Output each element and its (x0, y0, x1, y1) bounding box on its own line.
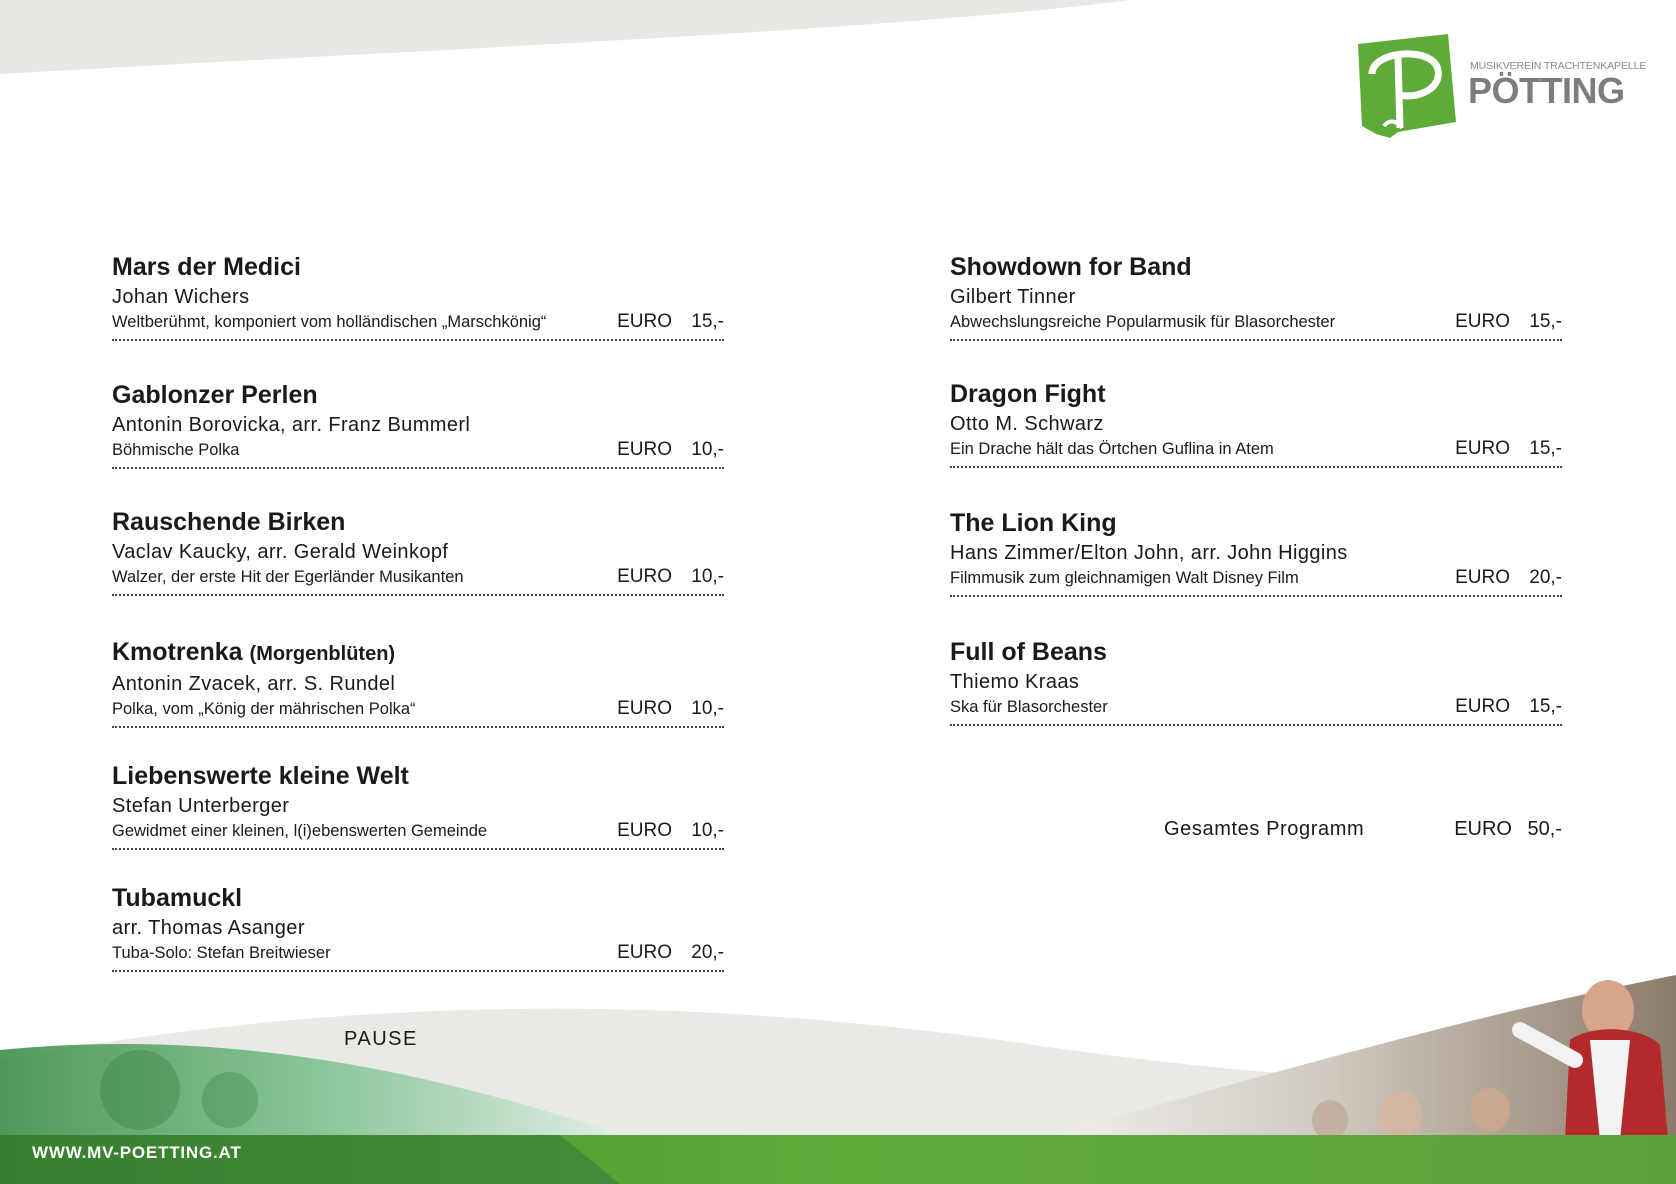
entry-currency: EURO (1455, 311, 1510, 332)
entry-composer: Antonin Zvacek, arr. S. Rundel (112, 673, 396, 695)
entry-currency: EURO (617, 439, 672, 460)
entry-composer: Gilbert Tinner (950, 286, 1076, 308)
entry-description: Ska für Blasorchester (950, 698, 1108, 716)
entry-currency: EURO (1455, 567, 1510, 588)
entry-composer: Johan Wichers (112, 286, 250, 308)
entry-price: 15,- (1529, 438, 1562, 459)
entry-price: 10,- (691, 698, 724, 719)
entry-title: Liebenswerte kleine Welt (112, 762, 409, 790)
entry-price: 15,- (1529, 696, 1562, 717)
dotted-divider (112, 467, 724, 469)
entry-price: 20,- (691, 942, 724, 963)
program-entry (950, 252, 1562, 341)
program-entry (112, 883, 724, 972)
entry-title: Rauschende Birken (112, 508, 346, 536)
program-entry (112, 507, 724, 596)
entry-description: Abwechslungsreiche Popularmusik für Blasorchester (950, 313, 1336, 331)
entry-composer: Stefan Unterberger (112, 795, 290, 817)
dotted-divider (950, 724, 1562, 726)
entry-composer: Vaclav Kaucky, arr. Gerald Weinkopf (112, 541, 449, 563)
entry-title: Showdown for Band (950, 253, 1192, 281)
entry-price: 10,- (691, 439, 724, 460)
entry-currency: EURO (617, 566, 672, 587)
entry-description: Böhmische Polka (112, 441, 240, 459)
entry-price: 20,- (1529, 567, 1562, 588)
p-logo-icon (1358, 34, 1456, 138)
program-total (950, 818, 1562, 844)
dotted-divider (950, 339, 1562, 341)
entry-price: 15,- (691, 311, 724, 332)
entry-currency: EURO (617, 698, 672, 719)
dotted-divider (112, 726, 724, 728)
entry-composer: Thiemo Kraas (950, 671, 1080, 693)
website-url[interactable]: WWW.MV-POETTING.AT (32, 1143, 242, 1162)
program-entry (950, 637, 1562, 726)
dotted-divider (112, 970, 724, 972)
top-swoosh (0, 0, 1130, 74)
brand-subtitle: MUSIKVEREIN TRACHTENKAPELLE (1470, 60, 1647, 72)
entry-currency: EURO (617, 942, 672, 963)
entry-composer: Antonin Borovicka, arr. Franz Bummerl (112, 414, 471, 436)
entry-title: Full of Beans (950, 638, 1107, 666)
program-entry (112, 761, 724, 850)
entry-description: Polka, vom „König der mährischen Polka“ (112, 700, 416, 718)
entry-description: Weltberühmt, komponiert vom holländischen „Marschkönig“ (112, 313, 547, 331)
dotted-divider (950, 595, 1562, 597)
dotted-divider (950, 466, 1562, 468)
entry-title (112, 637, 724, 669)
program-entry (112, 637, 724, 728)
entry-price: 15,- (1529, 311, 1562, 332)
brand-name: PÖTTING (1468, 70, 1625, 111)
entry-currency: EURO (617, 311, 672, 332)
entry-price: 10,- (691, 566, 724, 587)
total-label: Gesamtes Programm (1164, 818, 1365, 840)
entry-description: Gewidmet einer kleinen, l(i)ebenswerten Gemeinde (112, 822, 488, 840)
entry-description: Tuba-Solo: Stefan Breitwieser (112, 944, 331, 962)
program-entry (950, 508, 1562, 597)
entry-title: The Lion King (950, 509, 1117, 537)
total-price: 50,- (1527, 818, 1562, 840)
entry-title: Tubamuckl (112, 884, 243, 912)
program-entry (112, 252, 724, 341)
entry-title-subtitle: (Morgenblüten) (249, 643, 396, 665)
entry-title: Gablonzer Perlen (112, 381, 318, 409)
dotted-divider (112, 848, 724, 850)
entry-title: Dragon Fight (950, 380, 1106, 408)
entry-price: 10,- (691, 820, 724, 841)
entry-description: Filmmusik zum gleichnamigen Walt Disney Film (950, 569, 1299, 587)
dotted-divider (112, 594, 724, 596)
entry-composer: Hans Zimmer/Elton John, arr. John Higgins (950, 542, 1348, 564)
total-currency: EURO (1454, 818, 1512, 840)
entry-currency: EURO (617, 820, 672, 841)
entry-description: Ein Drache hält das Örtchen Guflina in Atem (950, 440, 1274, 458)
entry-title-main: Kmotrenka (112, 638, 243, 666)
entry-composer: Otto M. Schwarz (950, 413, 1104, 435)
program-entry (112, 380, 724, 469)
dotted-divider (112, 339, 724, 341)
pause-label: PAUSE (344, 1028, 418, 1050)
program-entry (950, 379, 1562, 468)
entry-currency: EURO (1455, 696, 1510, 717)
entry-title: Mars der Medici (112, 253, 301, 281)
entry-composer: arr. Thomas Asanger (112, 917, 305, 939)
entry-currency: EURO (1455, 438, 1510, 459)
entry-description: Walzer, der erste Hit der Egerländer Musikanten (112, 568, 464, 586)
